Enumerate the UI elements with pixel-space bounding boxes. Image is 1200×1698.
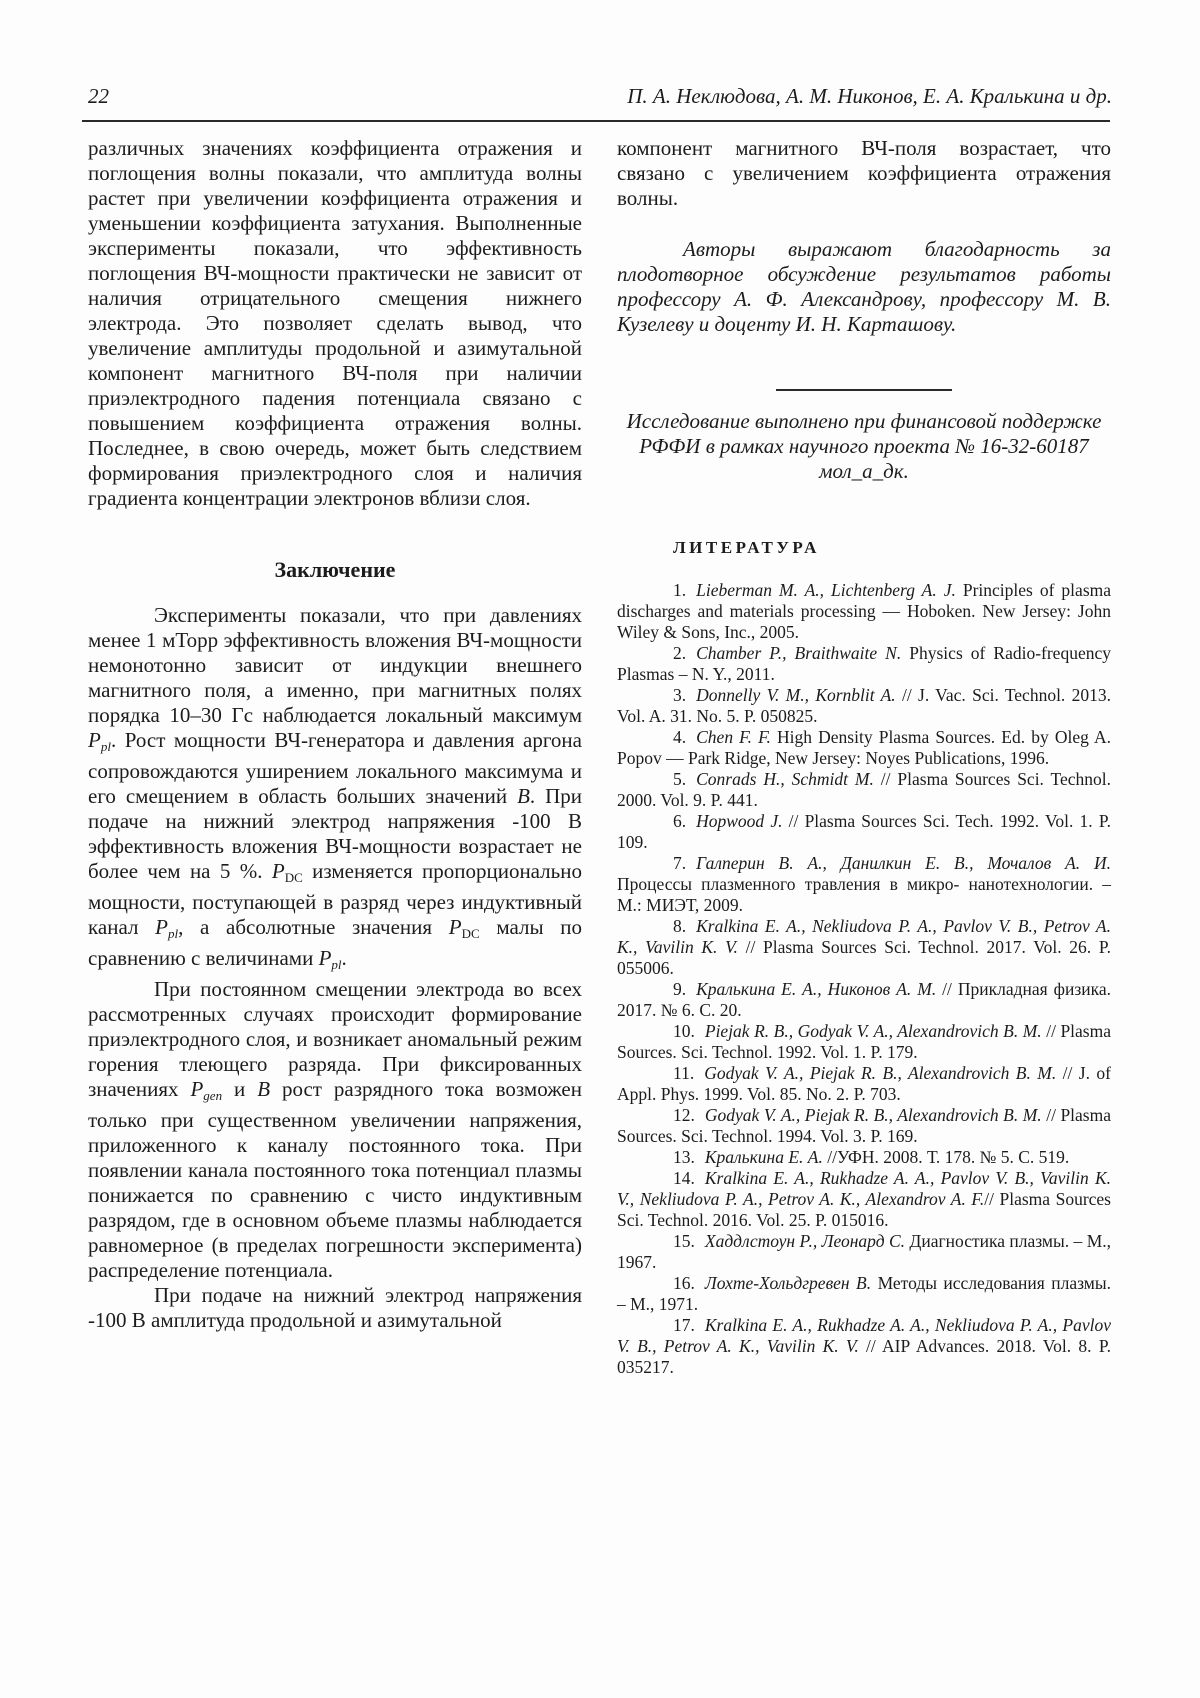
conclusion-paragraph: При постоянном смещении электрода во всех рассмотренных случаях происходит формирование приэлектродного слоя, и возникает аномальный режим горения тлеющего разряда. При фиксированных значениях Pgen и B рост разрядного тока возможен только при существенном увеличении напряжения, приложенного к каналу постоянного тока. При появлении канала постоянного тока потенциал плазмы понижается по сравнению с чисто индуктивным разрядом, где в основном объеме плазмы наблюдается равномерное (в пределах погрешности эксперимента) распределение потенциала. bbox=[88, 977, 582, 1282]
reference-item bbox=[617, 853, 1111, 916]
section-separator-rule bbox=[776, 389, 952, 391]
reference-item bbox=[617, 1021, 1111, 1063]
reference-item bbox=[617, 685, 1111, 727]
reference-item bbox=[617, 1168, 1111, 1231]
reference-item bbox=[617, 1315, 1111, 1378]
reference-text: // J. Vac. Sci. Technol. 2013. Vol. A. 31. No. 5. P. 050825. bbox=[617, 685, 1111, 726]
reference-item bbox=[617, 916, 1111, 979]
reference-item bbox=[617, 1063, 1111, 1105]
acknowledgment-paragraph: Авторы выражают благодарность за плодотворное обсуждение результатов работы профессору А. Ф. Александрову, профессору М. В. Кузелеву и доценту И. Н. Карташову. bbox=[617, 237, 1111, 336]
reference-item bbox=[617, 727, 1111, 769]
reference-authors: Hopwood J. bbox=[696, 811, 783, 831]
reference-item bbox=[617, 1273, 1111, 1315]
reference-text: // Plasma Sources. Sci. Technol. 1992. Vol. 1. P. 179. bbox=[617, 1021, 1112, 1062]
reference-authors: Lieberman M. A., Lichtenberg A. J. bbox=[696, 580, 956, 600]
reference-item bbox=[617, 580, 1111, 643]
reference-text: Physics of Radio-frequency Plasmas – N. Y., 2011. bbox=[617, 643, 1111, 684]
reference-text: // J. of Appl. Phys. 1999. Vol. 85. No. 2. P. 703. bbox=[617, 1063, 1111, 1104]
reference-authors: Godyak V. A., Piejak R. B., Alexandrovich B. M. bbox=[704, 1063, 1057, 1083]
conclusion-paragraph: При подаче на нижний электрод напряжения -100 В амплитуда продольной и азимутальной bbox=[88, 1283, 582, 1332]
reference-number: 7. bbox=[673, 853, 687, 873]
reference-item bbox=[617, 1231, 1111, 1273]
running-head: П. А. Неклюдова, А. М. Никонов, Е. А. Кралькина и др. bbox=[627, 84, 1112, 108]
reference-item bbox=[617, 1147, 1111, 1168]
reference-authors: Хаддлстоун Р., Леонард С. bbox=[704, 1231, 906, 1251]
reference-number: 2. bbox=[673, 643, 687, 663]
page-header bbox=[88, 84, 1112, 109]
reference-text: Диагностика плазмы. – М., 1967. bbox=[617, 1231, 1112, 1272]
header-rule bbox=[82, 120, 1110, 122]
reference-text: Principles of plasma discharges and materials processing — Hoboken. New Jersey: John Wiley & Sons, Inc., 2005. bbox=[617, 580, 1112, 642]
reference-list bbox=[617, 580, 1111, 1378]
reference-number: 8. bbox=[673, 916, 687, 936]
reference-authors: Chamber P., Braithwaite N. bbox=[696, 643, 902, 663]
funding-statement: Исследование выполнено при финансовой поддержке РФФИ в рамках научного проекта № 16-32-60187 мол_а_дк. bbox=[626, 409, 1102, 483]
reference-number: 15. bbox=[673, 1231, 695, 1251]
reference-number: 3. bbox=[673, 685, 687, 705]
reference-number: 13. bbox=[673, 1147, 695, 1167]
reference-number: 4. bbox=[673, 727, 687, 747]
reference-number: 9. bbox=[673, 979, 687, 999]
reference-authors: Donnelly V. M., Kornblit A. bbox=[696, 685, 896, 705]
reference-authors: Кралькина Е. А. bbox=[704, 1147, 823, 1167]
reference-number: 11. bbox=[673, 1063, 695, 1083]
reference-item bbox=[617, 643, 1111, 685]
conclusion-heading: Заключение bbox=[274, 557, 396, 582]
continuation-paragraph: компонент магнитного ВЧ-поля возрастает, что связано с увеличением коэффициента отражения волны. bbox=[617, 136, 1111, 210]
reference-authors: Chen F. F. bbox=[696, 727, 771, 747]
continuation-paragraph: различных значениях коэффициента отражения и поглощения волны показали, что амплитуда волны растет при увеличении коэффициента отражения и уменьшении коэффициента затухания. Выполненные эксперименты показали, что эффективность поглощения ВЧ-мощности практически не зависит от наличия отрицательного смещения нижнего электрода. Это позволяет сделать вывод, что увеличение амплитуды продольной и азимутальной компонент магнитного ВЧ-поля при наличии приэлектродного падения потенциала связано с повышением коэффициента отражения волны. Последнее, в свою очередь, может быть следствием формирования приэлектродного слоя и наличия градиента концентрации электронов вблизи слоя. bbox=[88, 136, 582, 510]
reference-text: // AIP Advances. 2018. Vol. 8. P. 035217. bbox=[617, 1336, 1111, 1377]
reference-authors: Conrads H., Schmidt M. bbox=[696, 769, 874, 789]
reference-text: Методы исследования плазмы. – М., 1971. bbox=[617, 1273, 1111, 1314]
conclusion-paragraph: Эксперименты показали, что при давлениях менее 1 мТорр эффективность вложения ВЧ-мощности немонотонно зависит от индукции внешнего магнитного поля, а именно, при магнитных полях порядка 10–30 Гс наблюдается локальный максимум Ppl. Рост мощности ВЧ-генератора и давления аргона сопровождаются уширением локального максимума и его смещением в область больших значений B. При подаче на нижний электрод напряжения -100 В эффективность вложения ВЧ-мощности возрастает не более чем на 5 %. PDC изменяется пропорционально мощности, поступающей в разряд через индуктивный канал Ppl, а абсолютные значения PDC малы по сравнению с величинами Ppl. bbox=[88, 603, 583, 972]
two-column-text-block bbox=[88, 136, 1112, 1378]
reference-number: 17. bbox=[673, 1315, 695, 1335]
right-column bbox=[617, 136, 1111, 1378]
reference-authors: Галперин В. А., Данилкин Е. В., Мочалов А. И. bbox=[696, 853, 1111, 873]
reference-number: 6. bbox=[673, 811, 687, 831]
reference-number: 5. bbox=[673, 769, 687, 789]
reference-authors: Piejak R. B., Godyak V. A., Alexandrovich B. M. bbox=[704, 1021, 1042, 1041]
reference-item bbox=[617, 1105, 1111, 1147]
reference-authors: Godyak V. A., Piejak R. B., Alexandrovich B. M. bbox=[704, 1105, 1042, 1125]
reference-text: // Plasma Sources. Sci. Technol. 1994. Vol. 3. P. 169. bbox=[617, 1105, 1112, 1146]
reference-number: 16. bbox=[673, 1273, 695, 1293]
literature-heading: ЛИТЕРАТУРА bbox=[673, 538, 820, 557]
page-number: 22 bbox=[88, 84, 109, 108]
reference-text: High Density Plasma Sources. Ed. by Oleg A. Popov — Park Ridge, New Jersey: Noyes Publications, 1996. bbox=[617, 727, 1111, 768]
reference-number: 12. bbox=[673, 1105, 695, 1125]
reference-authors: Kralkina E. A., Rukhadze A. A., Pavlov V. B., Vavilin K. V., Nekliudova P. A., Petrov A. K., Alexandrov A. F. bbox=[617, 1168, 1111, 1209]
reference-number: 1. bbox=[673, 580, 687, 600]
reference-number: 14. bbox=[673, 1168, 695, 1188]
reference-authors: Kralkina E. A., Nekliudova P. A., Pavlov V. B., Petrov A. K., Vavilin K. V. bbox=[617, 916, 1111, 957]
reference-text: //УФН. 2008. Т. 178. № 5. С. 519. bbox=[822, 1147, 1070, 1167]
reference-text: // Plasma Sources Sci. Tech. 1992. Vol. 1. P. 109. bbox=[617, 811, 1111, 852]
reference-text: // Plasma Sources Sci. Technol. 2016. Vol. 25. P. 015016. bbox=[617, 1189, 1111, 1230]
reference-item bbox=[617, 979, 1111, 1021]
reference-text: // Plasma Sources Sci. Technol. 2000. Vol. 9. P. 441. bbox=[617, 769, 1112, 810]
reference-authors: Лохте-Хольдгревен В. bbox=[704, 1273, 872, 1293]
reference-text: Процессы плазменного травления в микро- нанотехнологии. – М.: МИЭТ, 2009. bbox=[617, 874, 1111, 915]
reference-text: // Plasma Sources Sci. Technol. 2017. Vol. 26. P. 055006. bbox=[617, 937, 1112, 978]
left-column bbox=[88, 136, 582, 1378]
reference-authors: Кралькина Е. А., Никонов А. М. bbox=[696, 979, 937, 999]
reference-text: // Прикладная физика. 2017. № 6. С. 20. bbox=[617, 979, 1111, 1020]
reference-number: 10. bbox=[673, 1021, 695, 1041]
reference-item bbox=[617, 769, 1111, 811]
reference-authors: Kralkina E. A., Rukhadze A. A., Nekliudova P. A., Pavlov V. B., Petrov A. K., Vavilin K. V. bbox=[617, 1315, 1111, 1356]
reference-item bbox=[617, 811, 1111, 853]
